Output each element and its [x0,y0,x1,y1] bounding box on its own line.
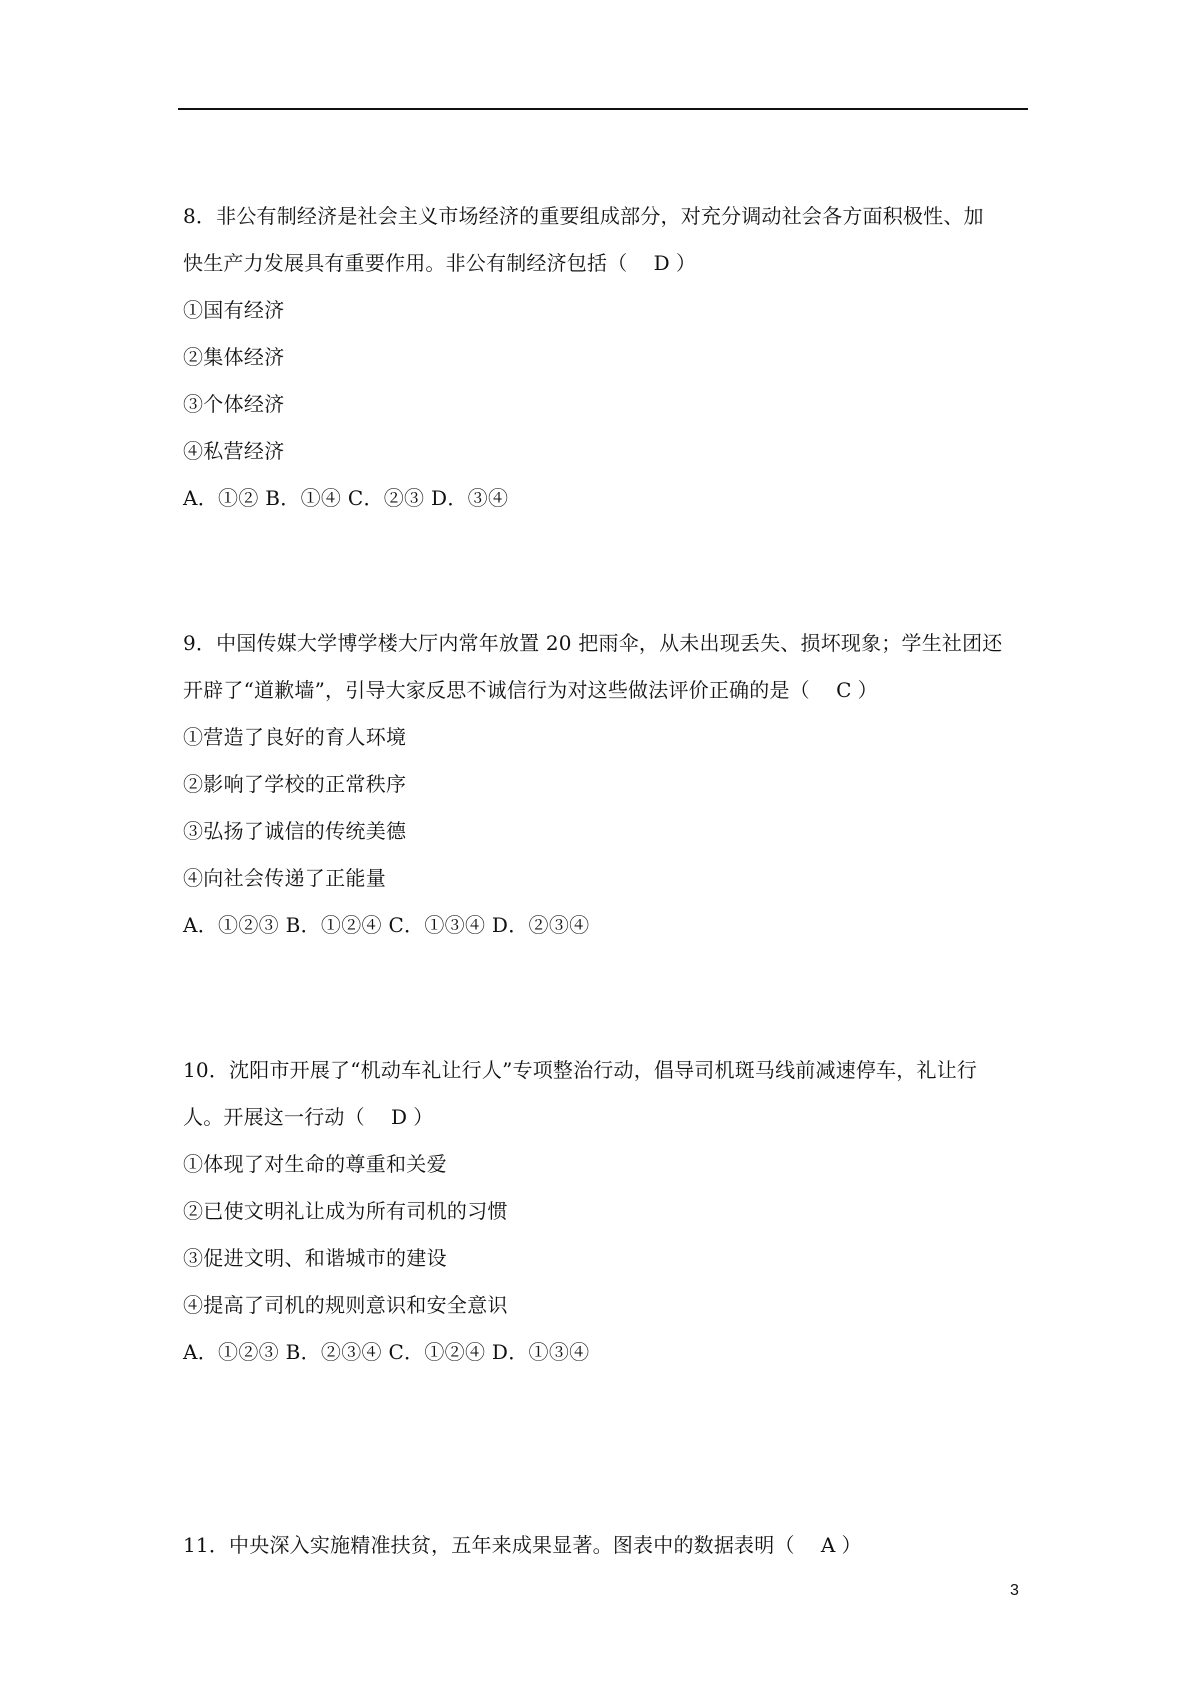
question-9 [183,620,1028,949]
question-stem-line: 8．非公有制经济是社会主义市场经济的重要组成部分，对充分调动社会各方面积极性、加 [183,204,984,228]
question-8 [183,193,1028,522]
question-stem-close: ） [675,251,697,275]
option-item: ②影响了学校的正常秩序 [183,772,407,796]
option-item: ①体现了对生命的尊重和关爱 [183,1152,447,1176]
option-item: ③促进文明、和谐城市的建设 [183,1246,447,1270]
option-item: ①营造了良好的育人环境 [183,725,407,749]
question-stem-line [183,240,1028,287]
question-stem-close: ） [857,678,878,702]
question-stem-text: 快生产力发展具有重要作用。非公有制经济包括（ [183,251,648,275]
option-item: ③个体经济 [183,392,285,416]
answer-choices: A．①②③ B．①②④ C．①③④ D．②③④ [183,913,590,937]
answer-letter: C [836,678,852,702]
question-stem-text: 人。开展这一行动（ [183,1105,385,1129]
page-number: 3 [1010,1582,1019,1599]
option-item: ④提高了司机的规则意识和安全意识 [183,1293,508,1317]
question-stem-line [183,1522,1028,1569]
option-item: ④私营经济 [183,439,285,463]
question-10 [183,1047,1028,1376]
answer-letter: D [391,1105,408,1129]
question-stem-text: 开辟了“道歉墙”，引导大家反思不诚信行为对这些做法评价正确的是（ [183,678,831,702]
question-stem-line [183,1094,1028,1141]
question-stem-text: 11．中央深入实施精准扶贫，五年来成果显著。图表中的数据表明（ [183,1533,815,1557]
option-item: ③弘扬了诚信的传统美德 [183,819,407,843]
question-stem-line: 10．沈阳市开展了“机动车礼让行人”专项整治行动，倡导司机斑马线前减速停车，礼让行 [183,1058,978,1082]
answer-letter: D [653,251,670,275]
option-item: ②集体经济 [183,345,285,369]
option-item: ①国有经济 [183,298,285,322]
question-stem-close: ） [841,1533,862,1557]
question-stem-line: 9．中国传媒大学博学楼大厅内常年放置 20 把雨伞，从未出现丢失、损坏现象；学生社团还 [183,631,1003,655]
question-stem-line [183,667,1028,714]
answer-letter: A [820,1533,836,1557]
answer-choices: A．①② B．①④ C．②③ D．③④ [183,486,509,510]
header-rule [178,108,1028,110]
question-11 [183,1522,1028,1569]
option-item: ④向社会传递了正能量 [183,866,386,890]
question-stem-close: ） [413,1105,434,1129]
answer-choices: A．①②③ B．②③④ C．①②④ D．①③④ [183,1340,590,1364]
option-item: ②已使文明礼让成为所有司机的习惯 [183,1199,508,1223]
